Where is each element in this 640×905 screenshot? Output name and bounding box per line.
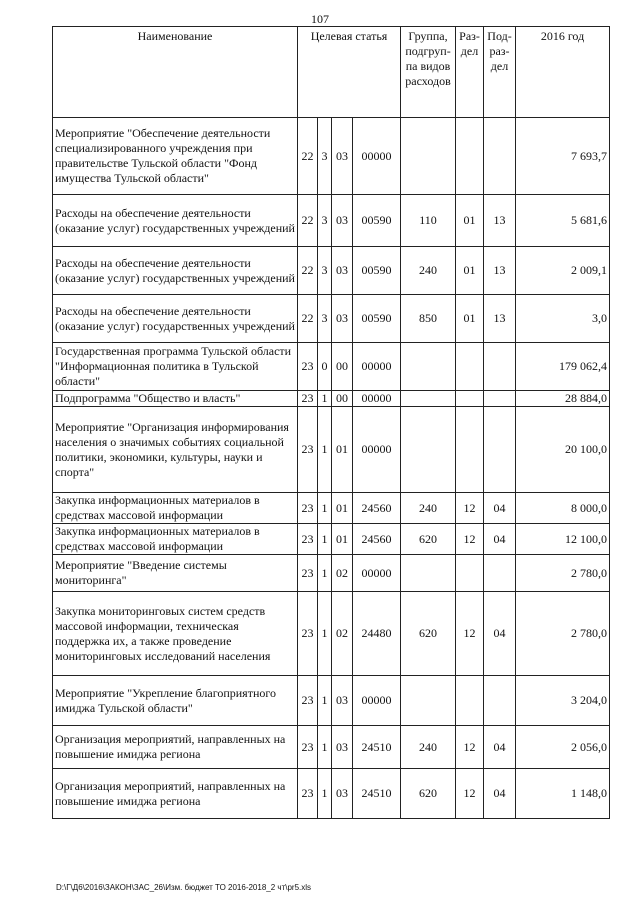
section-code: 01 xyxy=(456,247,484,295)
subsection-code: 13 xyxy=(484,295,516,343)
article-direction: 00000 xyxy=(353,343,401,391)
article-subprogram: 3 xyxy=(318,195,332,247)
article-event: 01 xyxy=(332,524,353,555)
article-event: 01 xyxy=(332,493,353,524)
subsection-code: 13 xyxy=(484,195,516,247)
row-name: Государственная программа Тульской области "Информационная политика в Тульской области" xyxy=(53,343,298,391)
header-section: Раз-дел xyxy=(456,27,484,118)
article-subprogram: 1 xyxy=(318,391,332,407)
subsection-code: 04 xyxy=(484,592,516,676)
table-row xyxy=(53,295,610,343)
article-direction: 00000 xyxy=(353,407,401,493)
subsection-code: 04 xyxy=(484,726,516,769)
row-name: Закупка информационных материалов в средствах массовой информации xyxy=(53,524,298,555)
article-program: 23 xyxy=(298,769,318,819)
subsection-code: 04 xyxy=(484,524,516,555)
section-code xyxy=(456,391,484,407)
article-subprogram: 3 xyxy=(318,247,332,295)
article-event: 03 xyxy=(332,726,353,769)
row-name: Мероприятие "Организация информирования населения о значимых событиях социальной политики, экономики, культуры, науки и спорта" xyxy=(53,407,298,493)
article-event: 03 xyxy=(332,118,353,195)
article-event: 03 xyxy=(332,195,353,247)
amount-2016: 3 204,0 xyxy=(516,676,610,726)
article-subprogram: 1 xyxy=(318,676,332,726)
budget-table xyxy=(52,26,610,819)
expense-group xyxy=(401,407,456,493)
table-row xyxy=(53,524,610,555)
row-name: Организация мероприятий, направленных на повышение имиджа региона xyxy=(53,726,298,769)
subsection-code xyxy=(484,676,516,726)
header-year: 2016 год xyxy=(516,27,610,118)
expense-group: 620 xyxy=(401,592,456,676)
article-event: 00 xyxy=(332,391,353,407)
section-code xyxy=(456,407,484,493)
article-event: 03 xyxy=(332,676,353,726)
article-subprogram: 3 xyxy=(318,118,332,195)
article-direction: 24480 xyxy=(353,592,401,676)
expense-group: 620 xyxy=(401,769,456,819)
article-direction: 00000 xyxy=(353,118,401,195)
article-program: 23 xyxy=(298,676,318,726)
row-name: Закупка мониторинговых систем средств массовой информации, техническая поддержка их, а также проведение мониторинговых исследований населения xyxy=(53,592,298,676)
article-subprogram: 1 xyxy=(318,592,332,676)
table-row xyxy=(53,769,610,819)
section-code xyxy=(456,118,484,195)
article-program: 23 xyxy=(298,524,318,555)
row-name: Подпрограмма "Общество и власть" xyxy=(53,391,298,407)
expense-group xyxy=(401,118,456,195)
article-direction: 00590 xyxy=(353,247,401,295)
amount-2016: 2 009,1 xyxy=(516,247,610,295)
expense-group xyxy=(401,343,456,391)
article-program: 23 xyxy=(298,407,318,493)
amount-2016: 2 780,0 xyxy=(516,592,610,676)
article-program: 23 xyxy=(298,391,318,407)
article-program: 22 xyxy=(298,295,318,343)
row-name: Расходы на обеспечение деятельности (оказание услуг) государственных учреждений xyxy=(53,247,298,295)
article-direction: 24560 xyxy=(353,524,401,555)
table-row xyxy=(53,118,610,195)
article-program: 23 xyxy=(298,343,318,391)
expense-group: 620 xyxy=(401,524,456,555)
file-path-footer: D:\Г\Д6\2016\ЗАКОН\ЗАС_26\Изм. бюджет ТО 2016-2018_2 чт\pr5.xls xyxy=(56,883,312,892)
article-event: 00 xyxy=(332,343,353,391)
amount-2016: 2 056,0 xyxy=(516,726,610,769)
article-program: 23 xyxy=(298,555,318,592)
table-row xyxy=(53,676,610,726)
header-subsection: Под-раз-дел xyxy=(484,27,516,118)
section-code: 12 xyxy=(456,726,484,769)
subsection-code xyxy=(484,343,516,391)
table-row xyxy=(53,493,610,524)
article-subprogram: 1 xyxy=(318,493,332,524)
header-row xyxy=(53,27,610,118)
article-subprogram: 1 xyxy=(318,524,332,555)
row-name: Мероприятие "Введение системы мониторинга" xyxy=(53,555,298,592)
amount-2016: 20 100,0 xyxy=(516,407,610,493)
expense-group xyxy=(401,391,456,407)
subsection-code xyxy=(484,407,516,493)
table-row xyxy=(53,391,610,407)
row-name: Закупка информационных материалов в средствах массовой информации xyxy=(53,493,298,524)
article-direction: 00000 xyxy=(353,555,401,592)
article-program: 23 xyxy=(298,726,318,769)
article-program: 22 xyxy=(298,247,318,295)
row-name: Мероприятие "Укрепление благоприятного имиджа Тульской области" xyxy=(53,676,298,726)
article-event: 03 xyxy=(332,295,353,343)
article-program: 23 xyxy=(298,493,318,524)
section-code xyxy=(456,676,484,726)
expense-group: 240 xyxy=(401,493,456,524)
expense-group: 850 xyxy=(401,295,456,343)
table-row xyxy=(53,195,610,247)
section-code: 12 xyxy=(456,524,484,555)
expense-group: 110 xyxy=(401,195,456,247)
article-event: 02 xyxy=(332,555,353,592)
amount-2016: 2 780,0 xyxy=(516,555,610,592)
header-target-article: Целевая статья xyxy=(298,27,401,118)
amount-2016: 8 000,0 xyxy=(516,493,610,524)
article-direction: 24510 xyxy=(353,726,401,769)
amount-2016: 3,0 xyxy=(516,295,610,343)
subsection-code xyxy=(484,555,516,592)
section-code xyxy=(456,555,484,592)
amount-2016: 5 681,6 xyxy=(516,195,610,247)
expense-group: 240 xyxy=(401,726,456,769)
article-event: 01 xyxy=(332,407,353,493)
header-name: Наименование xyxy=(53,27,298,118)
article-event: 03 xyxy=(332,247,353,295)
amount-2016: 1 148,0 xyxy=(516,769,610,819)
table-row xyxy=(53,247,610,295)
row-name: Организация мероприятий, направленных на повышение имиджа региона xyxy=(53,769,298,819)
section-code: 12 xyxy=(456,493,484,524)
subsection-code: 04 xyxy=(484,769,516,819)
row-name: Мероприятие "Обеспечение деятельности специализированного учреждения при правительстве Тульской области "Фонд имущества Тульской области" xyxy=(53,118,298,195)
row-name: Расходы на обеспечение деятельности (оказание услуг) государственных учреждений xyxy=(53,195,298,247)
section-code: 01 xyxy=(456,295,484,343)
amount-2016: 12 100,0 xyxy=(516,524,610,555)
subsection-code xyxy=(484,391,516,407)
article-subprogram: 1 xyxy=(318,555,332,592)
article-subprogram: 3 xyxy=(318,295,332,343)
amount-2016: 7 693,7 xyxy=(516,118,610,195)
row-name: Расходы на обеспечение деятельности (оказание услуг) государственных учреждений xyxy=(53,295,298,343)
table-row xyxy=(53,592,610,676)
amount-2016: 179 062,4 xyxy=(516,343,610,391)
page-number: 107 xyxy=(311,12,329,26)
subsection-code: 13 xyxy=(484,247,516,295)
article-direction: 00590 xyxy=(353,195,401,247)
expense-group xyxy=(401,555,456,592)
subsection-code: 04 xyxy=(484,493,516,524)
amount-2016: 28 884,0 xyxy=(516,391,610,407)
article-subprogram: 1 xyxy=(318,769,332,819)
table-row xyxy=(53,726,610,769)
article-direction: 24560 xyxy=(353,493,401,524)
article-event: 02 xyxy=(332,592,353,676)
table-row xyxy=(53,407,610,493)
article-program: 22 xyxy=(298,195,318,247)
expense-group xyxy=(401,676,456,726)
section-code: 12 xyxy=(456,592,484,676)
article-subprogram: 1 xyxy=(318,407,332,493)
article-program: 22 xyxy=(298,118,318,195)
section-code: 12 xyxy=(456,769,484,819)
section-code xyxy=(456,343,484,391)
article-direction: 00000 xyxy=(353,391,401,407)
table-row xyxy=(53,343,610,391)
article-direction: 24510 xyxy=(353,769,401,819)
article-subprogram: 1 xyxy=(318,726,332,769)
table-row xyxy=(53,555,610,592)
article-program: 23 xyxy=(298,592,318,676)
article-event: 03 xyxy=(332,769,353,819)
subsection-code xyxy=(484,118,516,195)
article-direction: 00000 xyxy=(353,676,401,726)
article-direction: 00590 xyxy=(353,295,401,343)
article-subprogram: 0 xyxy=(318,343,332,391)
header-expense-group: Группа, подгруп-па видов расходов xyxy=(401,27,456,118)
section-code: 01 xyxy=(456,195,484,247)
expense-group: 240 xyxy=(401,247,456,295)
